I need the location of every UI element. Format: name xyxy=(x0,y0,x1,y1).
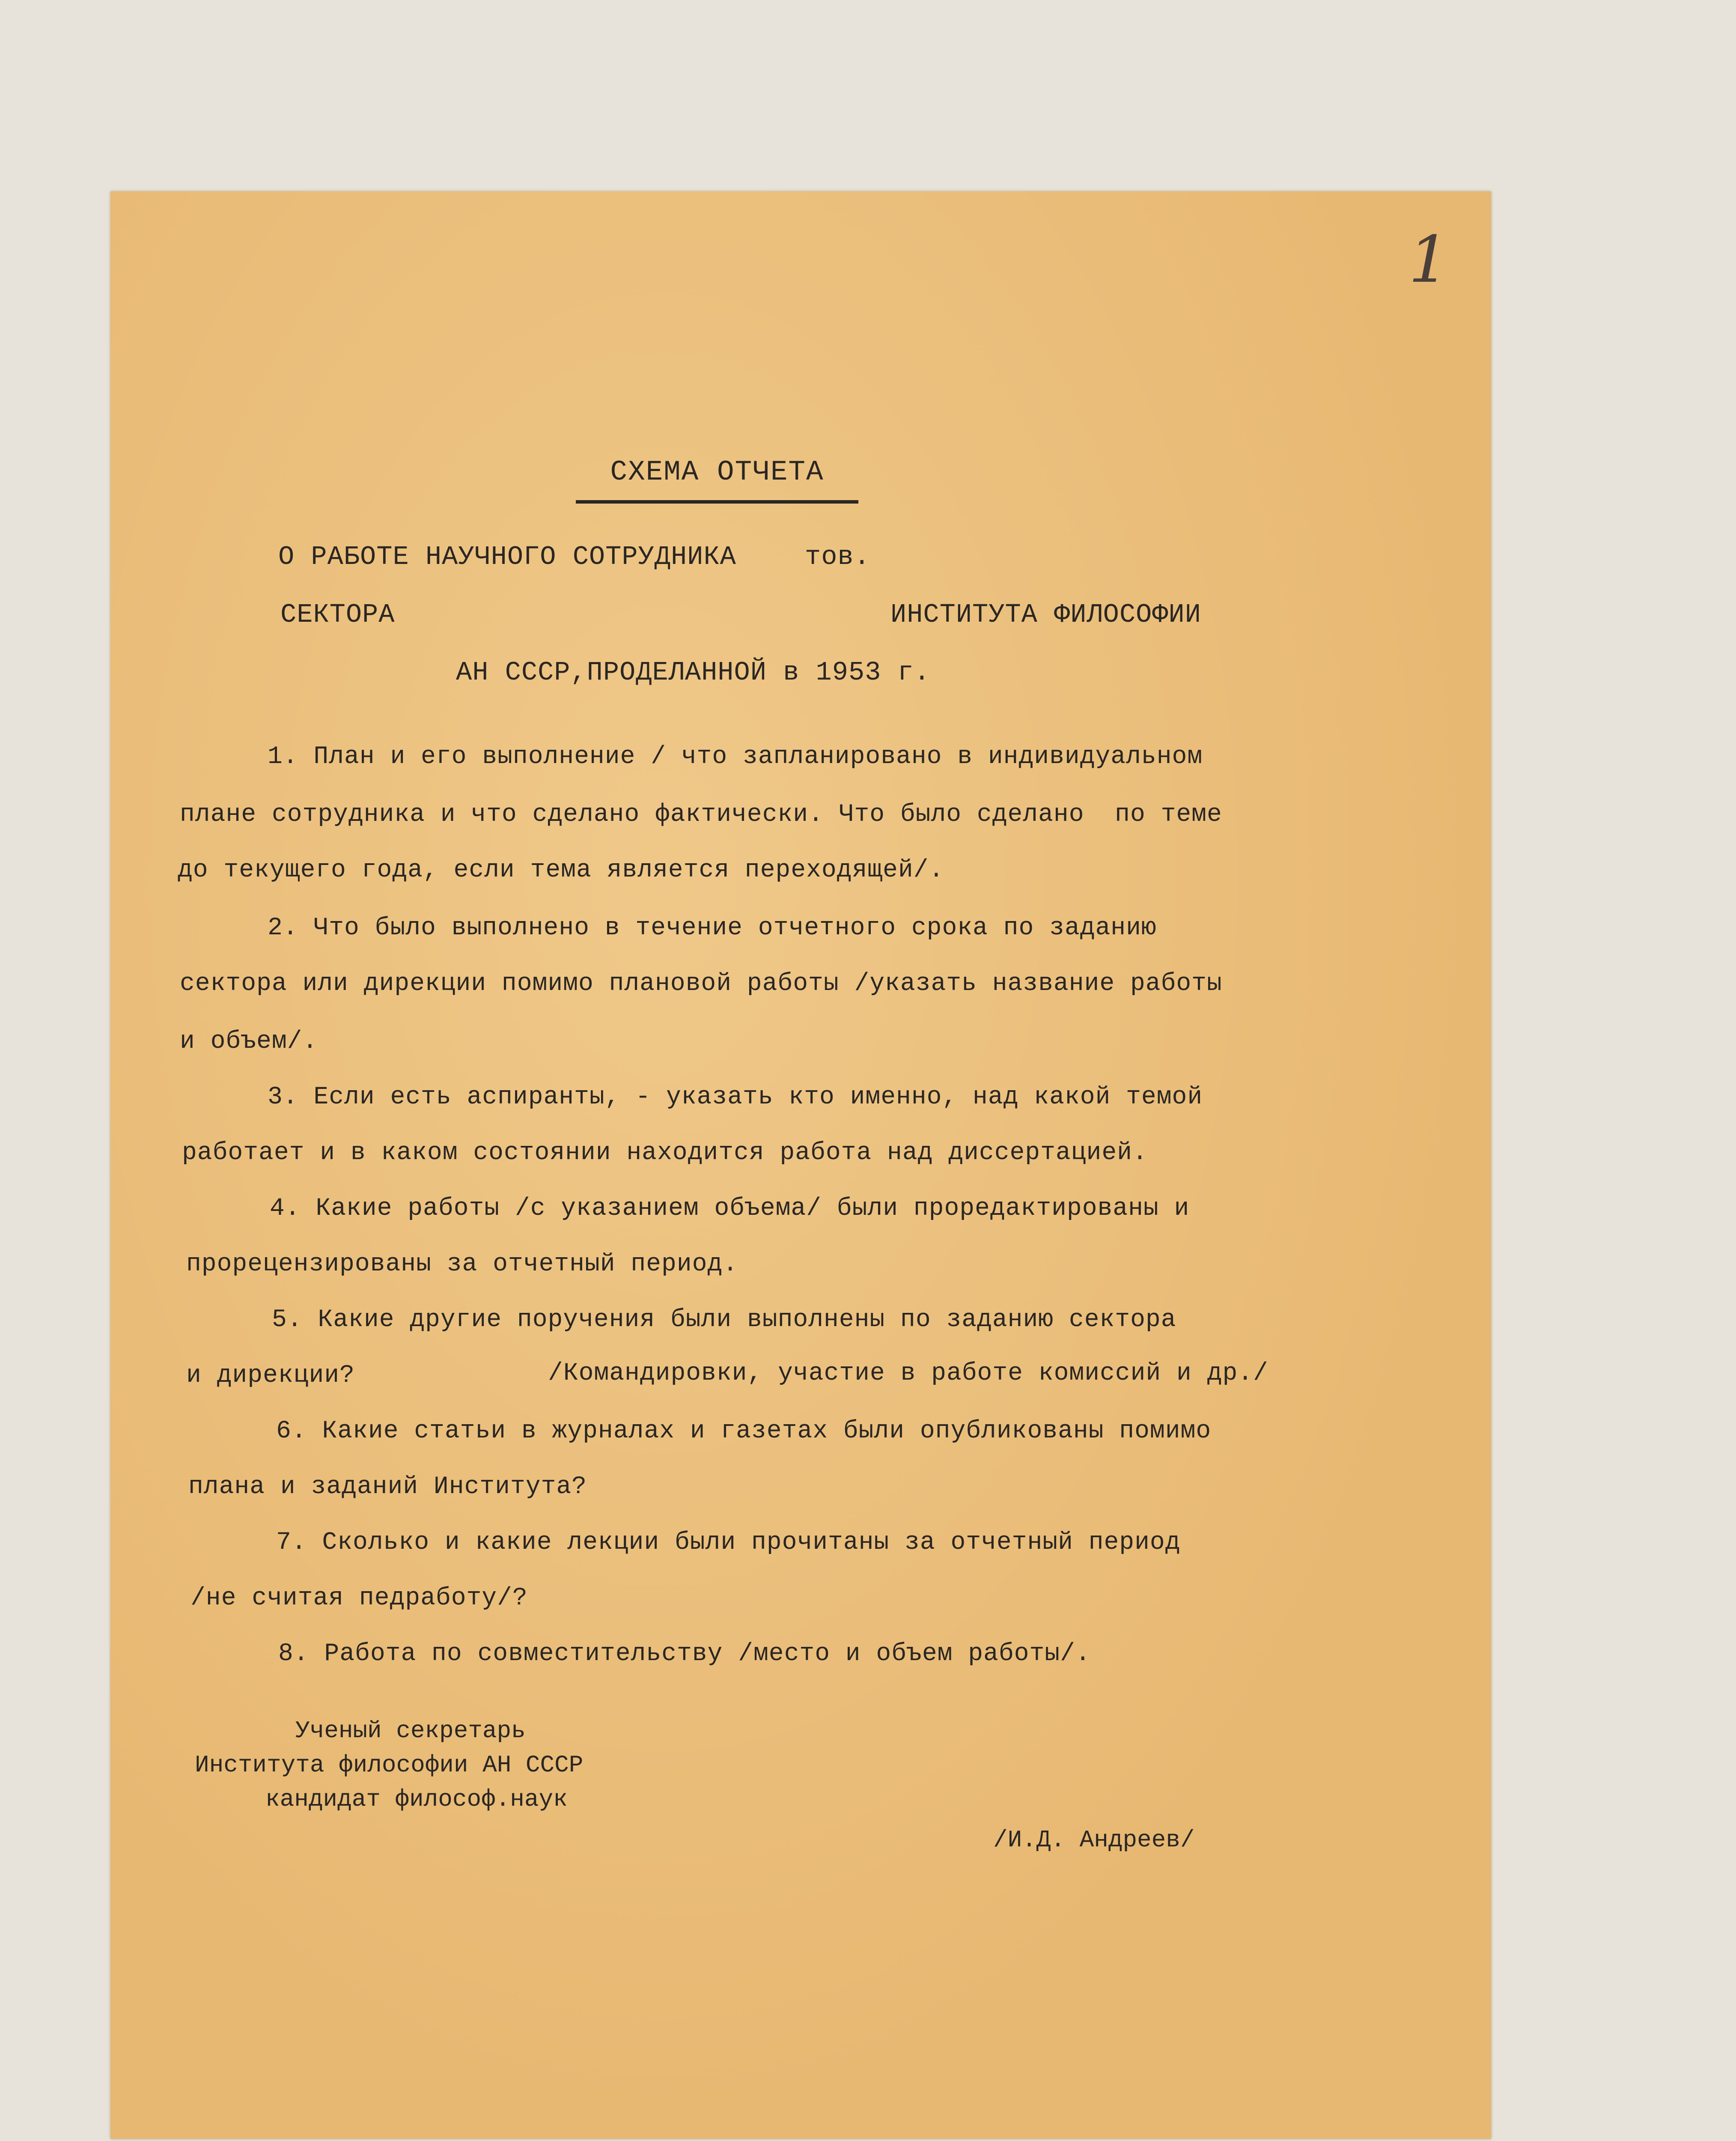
title-underline xyxy=(576,500,858,504)
body-line: /не считая педработу/? xyxy=(191,1584,528,1612)
signature-degree: кандидат философ.наук xyxy=(265,1786,568,1813)
subtitle-line: АН СССР,ПРОДЕЛАННОЙ в 1953 г. xyxy=(456,657,930,688)
body-line: 7. Сколько и какие лекции были прочитаны за отчетный период xyxy=(276,1529,1181,1557)
page-number: 1 xyxy=(1408,223,1450,297)
signature-institution: Института философии АН СССР xyxy=(195,1751,584,1779)
body-line: 4. Какие работы /с указанием объема/ были проредактированы и xyxy=(270,1195,1190,1223)
body-line: и объем/. xyxy=(180,1028,318,1056)
body-line: 3. Если есть аспиранты, - указать кто именно, над какой темой xyxy=(268,1083,1203,1111)
body-line: 5. Какие другие поручения были выполнены по заданию сектора xyxy=(272,1306,1176,1334)
subtitle-line: О РАБОТЕ НАУЧНОГО СОТРУДНИКА xyxy=(278,542,736,572)
body-line: 6. Какие статьи в журналах и газетах были опубликованы помимо xyxy=(276,1417,1212,1445)
body-line: до текущего года, если тема является переходящей/. xyxy=(178,856,944,884)
body-line: прорецензированы за отчетный период. xyxy=(186,1250,738,1278)
body-line: плана и заданий Института? xyxy=(188,1473,587,1501)
subtitle-line: ИНСТИТУТА ФИЛОСОФИИ xyxy=(890,599,1201,630)
body-line: работает и в каком состоянии находится работа над диссертацией. xyxy=(182,1139,1148,1167)
subtitle-line: СЕКТОРА xyxy=(280,599,395,630)
signature-title: Ученый секретарь xyxy=(295,1717,526,1744)
signature-name: /И.Д. Андреев/ xyxy=(993,1826,1195,1854)
body-line: 8. Работа по совместительству /место и объем работы/. xyxy=(278,1640,1091,1668)
body-line: /Командировки, участие в работе комиссий и др./ xyxy=(548,1360,1269,1387)
body-line: плане сотрудника и что сделано фактически. Что было сделано по теме xyxy=(180,801,1222,829)
subtitle-line: тов. xyxy=(805,542,870,572)
body-line: 1. План и его выполнение / что запланировано в индивидуальном xyxy=(268,743,1203,771)
body-line: и дирекции? xyxy=(186,1362,355,1390)
body-line: 2. Что было выполнено в течение отчетного срока по заданию xyxy=(268,914,1157,942)
body-line: сектора или дирекции помимо плановой работы /указать название работы xyxy=(180,970,1222,998)
document-title: СХЕМА ОТЧЕТА xyxy=(610,456,824,488)
